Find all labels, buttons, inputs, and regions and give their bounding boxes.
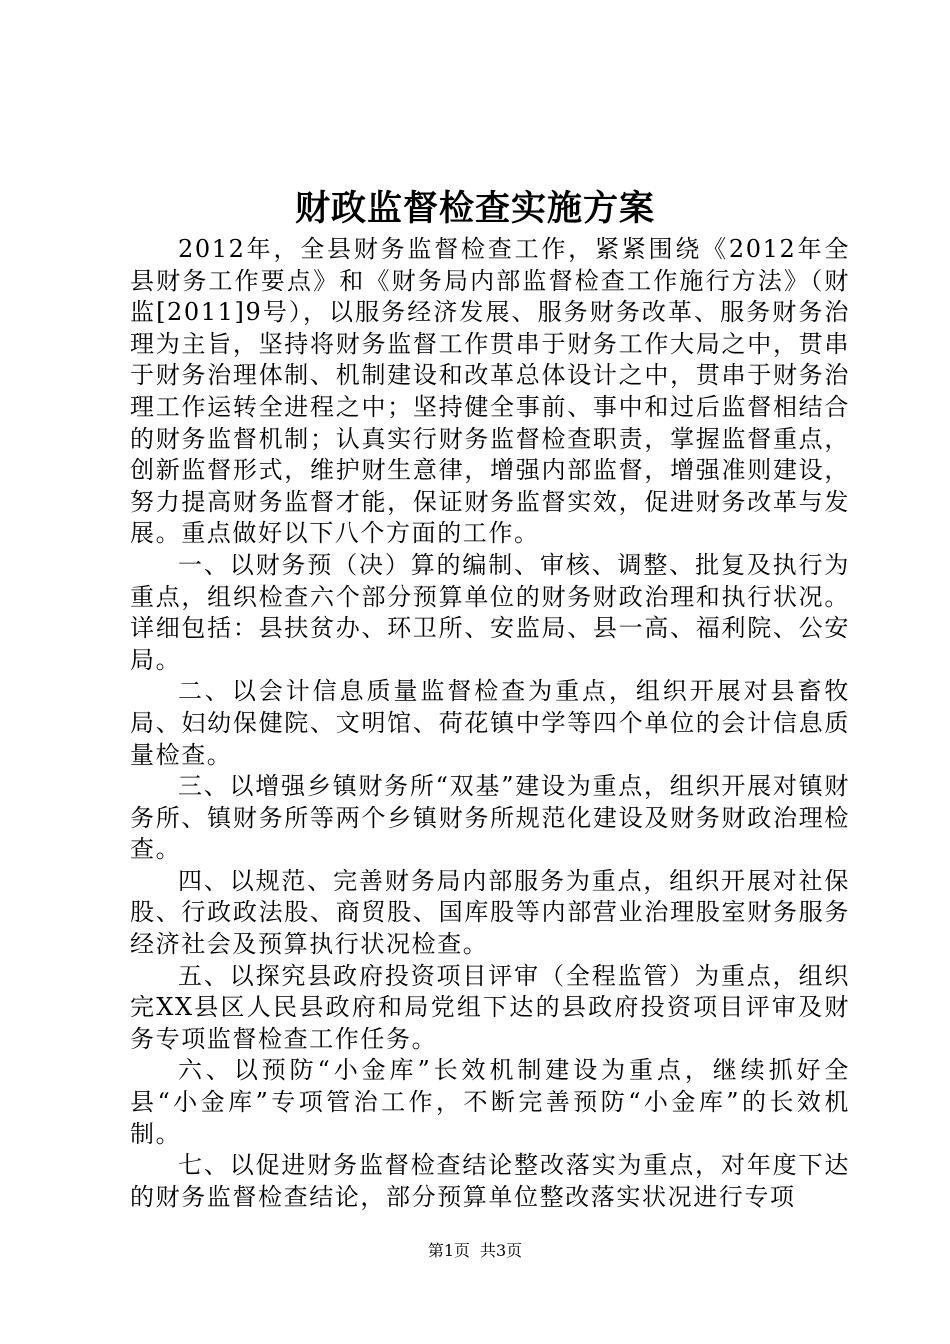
document-title: 财政监督检查实施方案	[294, 188, 655, 229]
page-footer	[0, 1240, 950, 1262]
paragraph-item-6: 六、以预防“小金库”长效机制建设为重点，继续抓好全县“小金库”专项管治工作，不断完善预防“小金库”的长效机制。	[130, 1056, 850, 1148]
paragraph-item-3: 三、以增强乡镇财务所“双基”建设为重点，组织开展对镇财务所、镇财务所等两个乡镇财务所规范化建设及财务财政治理检查。	[130, 772, 850, 864]
document-body	[130, 234, 850, 1213]
page-number: 第1页	[427, 1241, 470, 1260]
paragraph-item-4: 四、以规范、完善财务局内部服务为重点，组织开展对社保股、行政政法股、商贸股、国库股等内部营业治理股室财务服务经济社会及预算执行状况检查。	[130, 866, 850, 959]
paragraph-item-1: 一、以财务预（决）算的编制、审核、调整、批复及执行为重点，组织检查六个部分预算单位的财务财政治理和执行状况。详细包括：县扶贫办、环卫所、安监局、县一高、福利院、公安局。	[130, 550, 850, 674]
paragraph-item-2: 二、以会计信息质量监督检查为重点，组织开展对县畜牧局、妇幼保健院、文明馆、荷花镇中学等四个单位的会计信息质量检查。	[130, 677, 850, 769]
page-total: 共3页	[480, 1241, 523, 1260]
paragraph-item-7: 七、以促进财务监督检查结论整改落实为重点，对年度下达的财务监督检查结论，部分预算单位整改落实状况进行专项	[130, 1151, 850, 1211]
paragraph-intro: 2012年，全县财务监督检查工作，紧紧围绕《2012年全县财务工作要点》和《财务局内部监督检查工作施行方法》（财监[2011]9号），以服务经济发展、服务财务改革、服务财务治理为主旨，坚持将财务监督工作贯串于财务工作大局之中，贯串于财务治理体制、机制建设和改革总体设计之中，贯串于财务治理工作运转全进程之中；坚持健全事前、事中和过后监督相结合的财务监督机制；认真实行财务监督检查职责，掌握监督重点，创新监督形式，维护财生意律，增强内部监督，增强准则建设，努力提高财务监督才能，保证财务监督实效，促进财务改革与发展。重点做好以下八个方面的工作。	[130, 235, 850, 548]
paragraph-item-5: 五、以探究县政府投资项目评审（全程监管）为重点，组织完XX县区人民县政府和局党组下达的县政府投资项目评审及财务专项监督检查工作任务。	[130, 961, 850, 1053]
